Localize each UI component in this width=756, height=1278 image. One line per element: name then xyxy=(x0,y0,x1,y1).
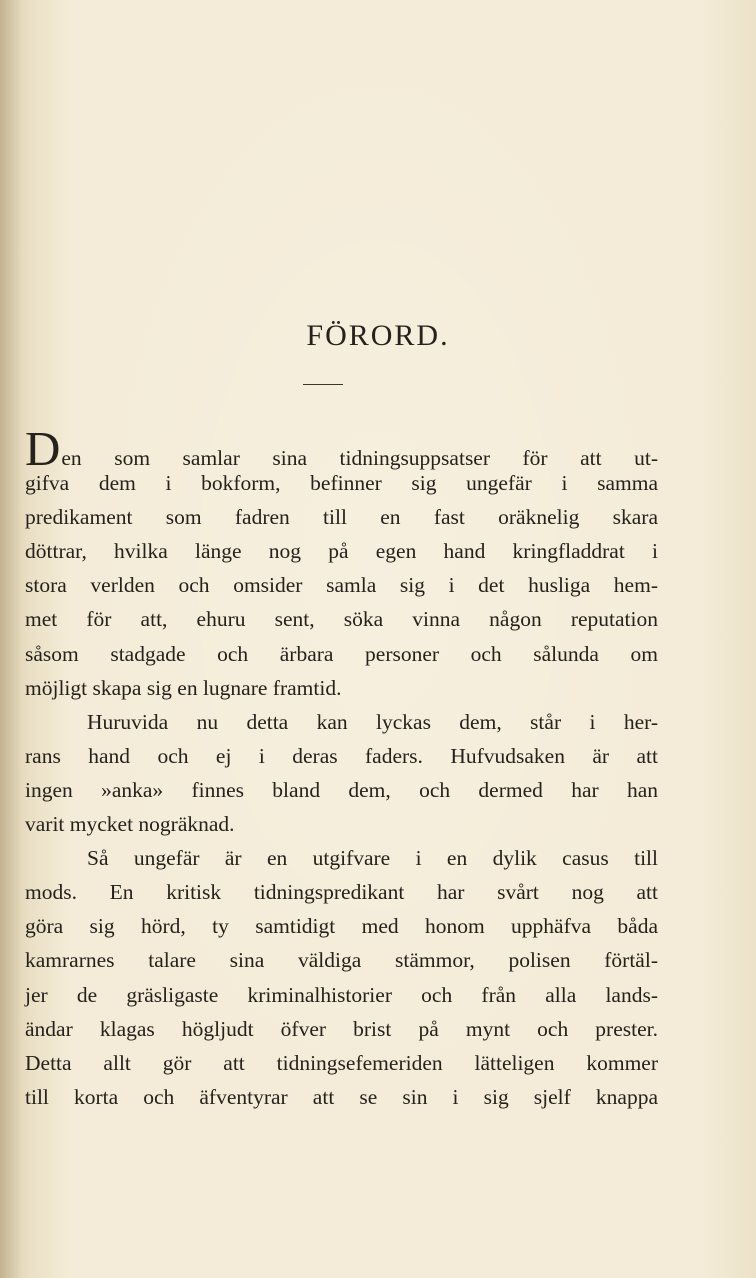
text-line-9: Huruvida nu detta kan lyckas dem, står i her- xyxy=(87,709,658,734)
body-text xyxy=(25,421,658,1114)
drop-cap: D xyxy=(25,421,61,476)
text-line-12: varit mycket nogräknad. xyxy=(25,812,235,837)
text-line-5: stora verlden och omsider samla sig i det husliga hem- xyxy=(25,573,658,598)
heading-rule xyxy=(303,384,343,385)
text-line-4: döttrar, hvilka länge nog på egen hand kringfladdrat i xyxy=(25,539,658,564)
text-line-1-rest: en som samlar sina tidningsuppsatser för att ut- xyxy=(61,446,658,470)
text-line-2: gifva dem i bokform, befinner sig ungefär i samma xyxy=(25,471,658,496)
text-line-16: kamrarnes talare sina väldiga stämmor, polisen förtäl- xyxy=(25,948,658,973)
text-line-14: mods. En kritisk tidningspredikant har svårt nog att xyxy=(25,880,658,905)
text-line-18: ändar klagas högljudt öfver brist på mynt och prester. xyxy=(25,1016,658,1041)
text-line-17: jer de gräsligaste kriminalhistorier och från alla lands- xyxy=(25,982,658,1007)
text-line-10: rans hand och ej i deras faders. Hufvudsaken är att xyxy=(25,743,658,768)
text-line-19: Detta allt gör att tidningsefemeriden lätteligen kommer xyxy=(25,1050,658,1075)
text-line-3: predikament som fadren till en fast oräknelig skara xyxy=(25,505,658,530)
page-gutter-shadow xyxy=(0,0,22,1278)
text-line-15: göra sig hörd, ty samtidigt med honom upphäfva båda xyxy=(25,914,658,939)
text-line-13: Så ungefär är en utgifvare i en dylik casus till xyxy=(87,846,658,871)
text-line-11: ingen »anka» finnes bland dem, och dermed har han xyxy=(25,777,658,802)
text-line-6: met för att, ehuru sent, söka vinna någon reputation xyxy=(25,607,658,632)
text-line-7: såsom stadgade och ärbara personer och sålunda om xyxy=(25,641,658,666)
chapter-heading: FÖRORD. xyxy=(306,319,450,352)
text-line-20: till korta och äfventyrar att se sin i sig sjelf knappa xyxy=(25,1084,658,1109)
text-line-1 xyxy=(25,421,658,476)
text-line-8: möjligt skapa sig en lugnare framtid. xyxy=(25,675,342,700)
